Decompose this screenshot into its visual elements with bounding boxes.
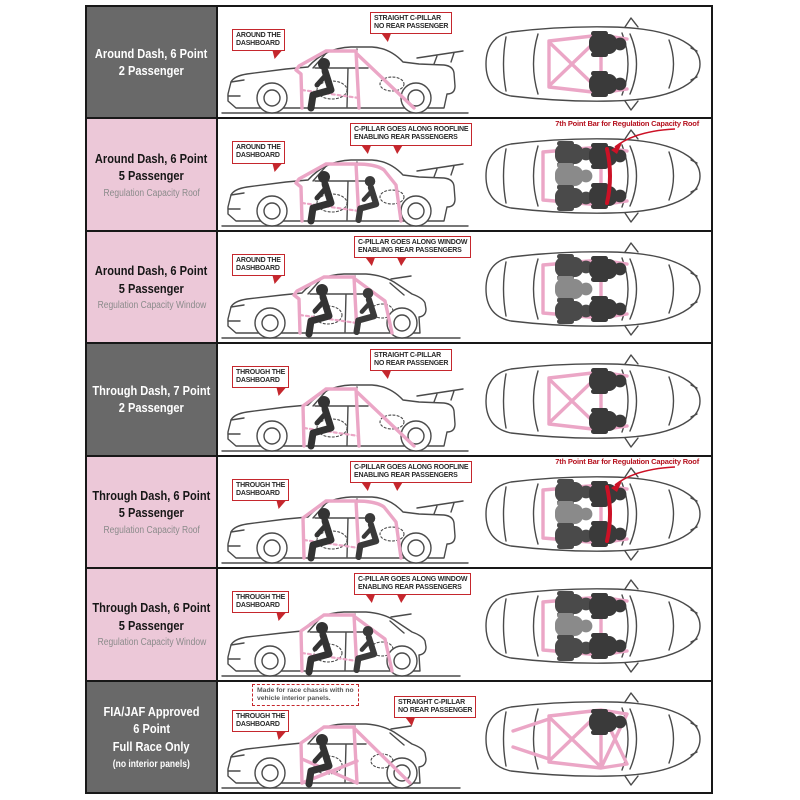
callout-straight-c-pillar — [370, 12, 452, 34]
row-title-line: 5 Passenger — [118, 505, 185, 521]
top-view-diagram — [475, 126, 707, 226]
callout-line: AROUND THE — [236, 144, 281, 152]
callout-around-dashboard — [232, 141, 285, 163]
row-label-around-dash-6pt-5p-window — [87, 232, 218, 342]
callout-line: C-PILLAR GOES ALONG WINDOW — [358, 238, 468, 246]
callout-line: AROUND THE — [236, 256, 281, 264]
top-view-diagram — [475, 239, 707, 339]
row-subtitle: Regulation Capacity Roof — [103, 524, 200, 536]
callout-line: C-PILLAR GOES ALONG ROOFLINE — [354, 126, 469, 134]
row-diagram — [218, 569, 711, 679]
note-line: vehicle interior panels. — [257, 694, 331, 702]
row-subtitle: Regulation Capacity Window — [97, 300, 206, 312]
callout-line: DASHBOARD — [236, 40, 280, 48]
top-view-diagram — [475, 689, 707, 789]
row-title-line: 6 Point — [133, 721, 170, 737]
row-label-around-dash-6pt-5p-roof — [87, 119, 218, 229]
table-row-fia-jaf-6pt-full-race — [87, 682, 711, 792]
row-diagram — [218, 457, 711, 567]
callout-around-dashboard — [232, 29, 285, 51]
callout-line: NO REAR PASSENGER — [374, 23, 449, 31]
callout-line: C-PILLAR GOES ALONG ROOFLINE — [354, 463, 469, 471]
callout-line: THROUGH THE — [236, 369, 286, 377]
row-title-line: Around Dash, 6 Point — [95, 150, 208, 166]
row-diagram — [218, 7, 711, 117]
top-view-diagram — [475, 576, 707, 676]
car-side-outline — [222, 612, 460, 676]
callout-line: AROUND THE — [236, 32, 281, 39]
callout-line: STRAIGHT C-PILLAR — [398, 698, 465, 706]
callout-line: DASHBOARD — [236, 152, 280, 160]
callout-around-dashboard — [232, 254, 285, 276]
table-row-around-dash-6pt-5p-roof — [87, 119, 711, 231]
row-title-line: Through Dash, 7 Point — [92, 382, 211, 398]
car-side-outline — [222, 47, 468, 113]
top-view-diagram — [475, 351, 707, 451]
row-label-through-dash-6pt-5p-window — [87, 569, 218, 679]
car-side-outline — [222, 385, 468, 451]
top-view-diagram — [475, 464, 707, 564]
car-top-outline — [486, 693, 700, 785]
callout-c-pillar-window — [354, 236, 471, 258]
callout-through-dashboard — [232, 479, 289, 501]
row-label-through-dash-6pt-5p-roof — [87, 457, 218, 567]
row-diagram — [218, 232, 711, 342]
callout-line: NO REAR PASSENGER — [398, 706, 473, 714]
diagram-table — [85, 5, 713, 794]
callout-line: THROUGH THE — [236, 481, 286, 489]
top-view-diagram — [475, 14, 707, 114]
callout-c-pillar-window — [354, 573, 471, 595]
callout-line: ENABLING REAR PASSENGERS — [358, 584, 462, 592]
callout-through-dashboard — [232, 710, 289, 732]
table-row-through-dash-6pt-5p-window — [87, 569, 711, 681]
callout-line: DASHBOARD — [236, 720, 280, 728]
car-side-outline — [222, 497, 468, 563]
row-diagram — [218, 682, 711, 792]
callout-line: DASHBOARD — [236, 264, 280, 272]
row-diagram — [218, 119, 711, 229]
table-row-around-dash-6pt-5p-window — [87, 232, 711, 344]
row-title-line: 5 Passenger — [118, 617, 185, 633]
callout-line: DASHBOARD — [236, 377, 280, 385]
row-title-line: Through Dash, 6 Point — [92, 600, 211, 616]
callout-line: ENABLING REAR PASSENGERS — [354, 471, 458, 479]
callout-line: THROUGH THE — [236, 594, 286, 602]
callout-line: NO REAR PASSENGER — [374, 360, 449, 368]
note-race-chassis — [252, 684, 359, 706]
callout-straight-c-pillar — [394, 696, 476, 718]
callout-line: ENABLING REAR PASSENGERS — [358, 246, 462, 254]
note-7th-point-bar: 7th Point Bar for Regulation Capacity Roof — [555, 119, 699, 129]
row-title-line: 5 Passenger — [118, 168, 185, 184]
callout-through-dashboard — [232, 591, 289, 613]
row-label-fia-jaf-6pt-full-race — [87, 682, 218, 792]
callout-through-dashboard — [232, 366, 289, 388]
callout-line: DASHBOARD — [236, 602, 280, 610]
callout-line: THROUGH THE — [236, 712, 286, 720]
note-line: Made for race chassis with no — [257, 686, 354, 694]
row-title-line: FIA/JAF Approved — [103, 703, 200, 719]
callout-line: DASHBOARD — [236, 489, 280, 497]
table-row-through-dash-6pt-5p-roof — [87, 457, 711, 569]
row-diagram — [218, 344, 711, 454]
row-label-through-dash-7pt-2p — [87, 344, 218, 454]
row-title-line: 2 Passenger — [118, 400, 185, 416]
row-subtitle: Regulation Capacity Roof — [103, 187, 200, 199]
car-side-outline — [222, 160, 468, 226]
callout-line: STRAIGHT C-PILLAR — [374, 352, 441, 360]
car-side-outline — [222, 274, 460, 338]
callout-line: C-PILLAR GOES ALONG WINDOW — [358, 576, 468, 584]
callout-straight-c-pillar — [370, 349, 452, 371]
row-title-line: Around Dash, 6 Point — [95, 263, 208, 278]
row-title-line: Around Dash, 6 Point — [95, 45, 208, 61]
row-title-line: 2 Passenger — [118, 63, 185, 79]
row-subtitle: Regulation Capacity Window — [97, 637, 206, 649]
car-side-outline — [222, 724, 460, 788]
row-title-line: 5 Passenger — [118, 280, 185, 296]
table-row-around-dash-6pt-2p — [87, 7, 711, 119]
callout-line: ENABLING REAR PASSENGERS — [354, 134, 458, 142]
row-label-around-dash-6pt-2p — [87, 7, 218, 117]
note-7th-point-bar: 7th Point Bar for Regulation Capacity Roof — [555, 456, 699, 466]
callout-line: STRAIGHT C-PILLAR — [374, 15, 441, 22]
callout-c-pillar-roofline — [350, 123, 472, 145]
row-subtitle: (no interior panels) — [113, 758, 190, 770]
callout-c-pillar-roofline — [350, 461, 472, 483]
table-row-through-dash-7pt-2p — [87, 344, 711, 456]
row-title-line: Full Race Only — [113, 739, 190, 755]
row-title-line: Through Dash, 6 Point — [92, 487, 211, 503]
